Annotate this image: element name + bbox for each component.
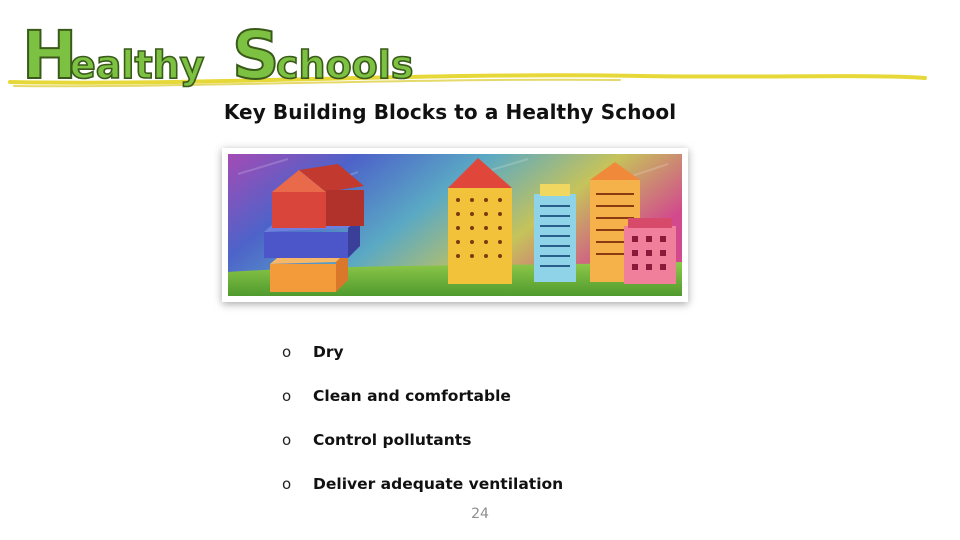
bullet-text: Dry (313, 343, 344, 361)
logo-word-chools: chools (276, 43, 414, 87)
bullet-text: Clean and comfortable (313, 387, 511, 405)
bullet-marker: o (282, 431, 292, 449)
blue-building (534, 184, 576, 282)
healthy-schools-logo (0, 0, 960, 100)
bullet-marker: o (282, 475, 292, 493)
bullet-marker: o (282, 387, 292, 405)
key-points-list (282, 340, 563, 516)
logo-letter-h: H (22, 17, 78, 94)
bullet-text: Deliver adequate ventilation (313, 475, 564, 493)
list-item (282, 384, 563, 428)
page-number: 24 (471, 506, 489, 522)
logo-word-ealthy: ealthy (70, 43, 205, 87)
bullet-marker: o (282, 343, 292, 361)
building-blocks-illustration (222, 148, 688, 302)
list-item (282, 428, 563, 472)
bullet-text: Control pollutants (313, 431, 472, 449)
pink-building (624, 218, 676, 284)
slide-title: Key Building Blocks to a Healthy School (223, 100, 677, 124)
list-item (282, 340, 563, 384)
logo-letter-s: S (232, 17, 280, 94)
